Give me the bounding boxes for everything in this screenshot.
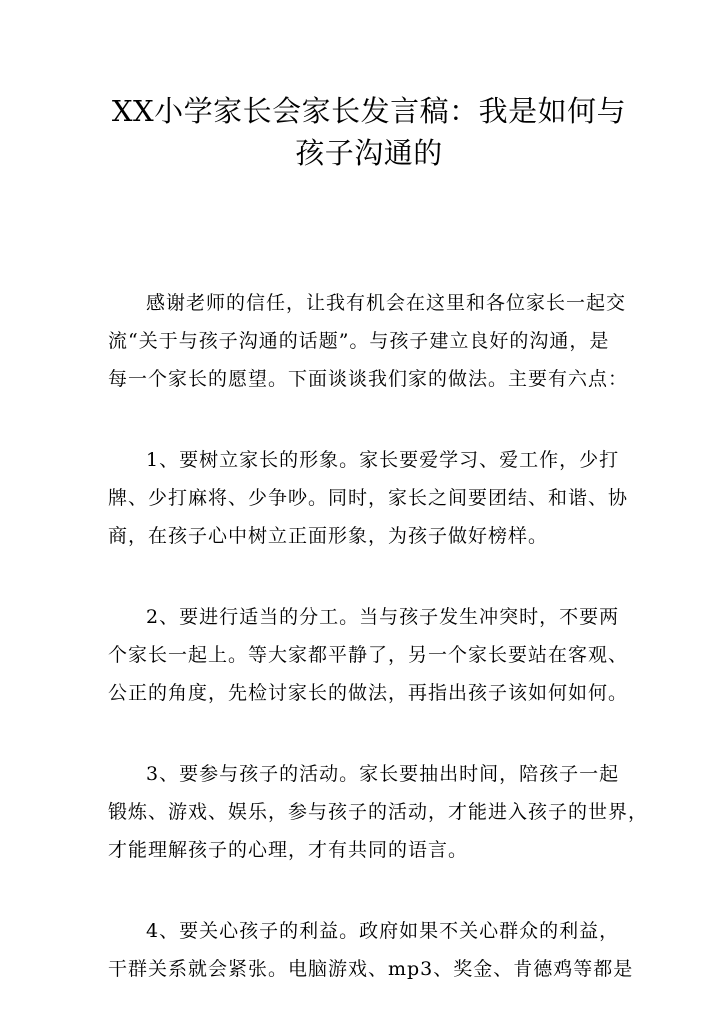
title-line: XX小学家长会家长发言稿：我是如何与 [111, 94, 627, 128]
document-title [108, 90, 630, 174]
paragraph-line: 3、要参与孩子的活动。家长要抽出时间，陪孩子一起 [146, 763, 620, 785]
paragraph-line: 公正的角度，先检讨家长的做法，再指出孩子该如何如何。 [108, 682, 629, 704]
paragraph-point-2 [108, 598, 630, 712]
paragraph-line: 流“关于与孩子沟通的话题”。与孩子建立良好的沟通，是 [108, 330, 610, 352]
paragraph-point-3 [108, 755, 649, 869]
paragraph-line: 牌、少打麻将、少争吵。同时，家长之间要团结、和谐、协 [108, 487, 629, 509]
paragraph-intro [108, 284, 630, 398]
paragraph-point-1 [108, 441, 630, 555]
title-line: 孩子沟通的 [295, 136, 443, 170]
paragraph-line: 锻炼、游戏、娱乐，参与孩子的活动，才能进入孩子的世界， [108, 801, 649, 823]
paragraph-point-4 [108, 912, 634, 988]
paragraph-line: 1、要树立家长的形象。家长要爱学习、爱工作，少打 [146, 449, 620, 471]
paragraph-line: 每一个家长的愿望。下面谈谈我们家的做法。主要有六点： [108, 368, 629, 390]
paragraph-line: 4、要关心孩子的利益。政府如果不关心群众的利益， [146, 920, 620, 942]
paragraph-line: 才能理解孩子的心理，才有共同的语言。 [108, 839, 469, 861]
paragraph-line: 感谢老师的信任，让我有机会在这里和各位家长一起交 [146, 292, 627, 314]
paragraph-line: 个家长一起上。等大家都平静了，另一个家长要站在客观、 [108, 644, 629, 666]
paragraph-line: 2、要进行适当的分工。当与孩子发生冲突时，不要两 [146, 606, 620, 628]
paragraph-line: 商，在孩子心中树立正面形象，为孩子做好榜样。 [108, 525, 549, 547]
paragraph-line: 干群关系就会紧张。电脑游戏、mp3、奖金、肯德鸡等都是 [108, 958, 634, 980]
document-body [108, 284, 649, 988]
